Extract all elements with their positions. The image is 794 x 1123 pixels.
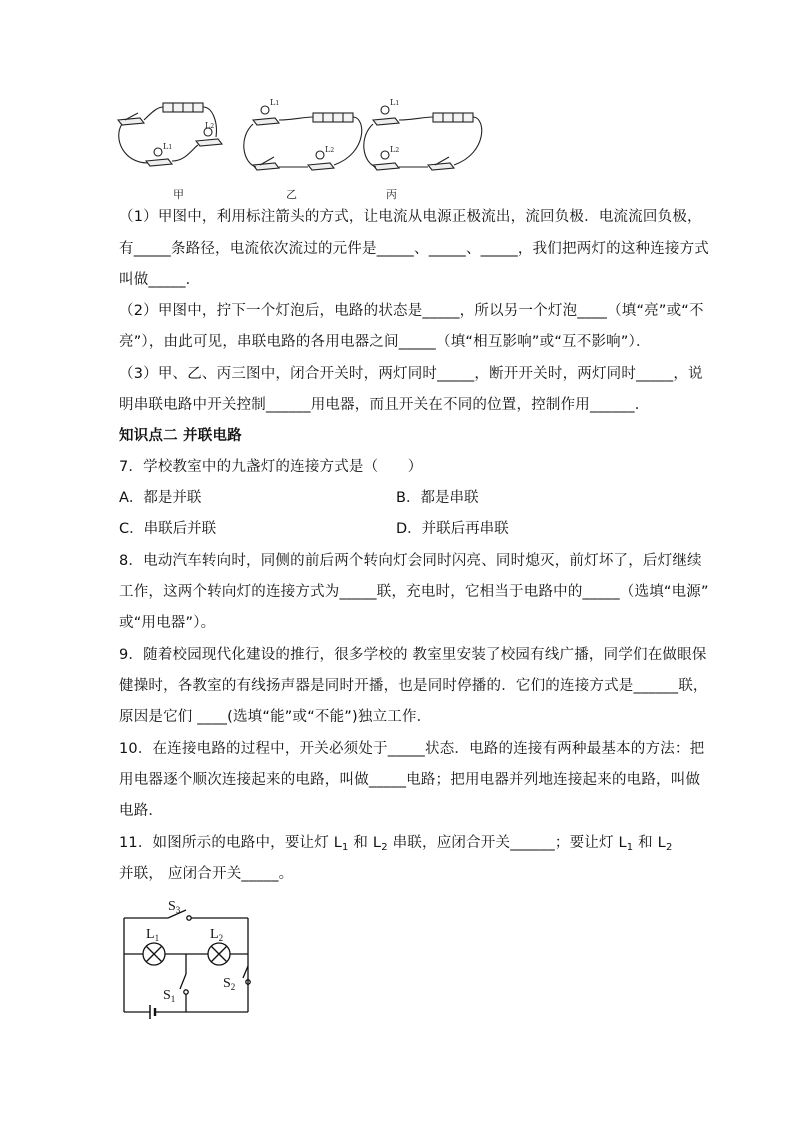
q2-line-2: 亮”），由此可见，串联电路的各用电器之间_____（填“相互影响”或“互不影响”）． xyxy=(119,334,651,350)
fig-jia-l2: L2 xyxy=(205,121,215,130)
q11-circuit-diagram xyxy=(110,896,260,1021)
fig-bing-l2: L2 xyxy=(390,145,400,154)
q8-line-2: 工作，这两个转向灯的连接方式为_____联，充电时，它相当于电路中的_____（选填“电源” xyxy=(119,584,709,600)
fig-yi-l1: L1 xyxy=(270,98,280,107)
label-s3: $S_3$ xyxy=(168,899,181,915)
option-b: B．都是串联 xyxy=(396,490,479,506)
q1-line-3: 叫做_____． xyxy=(119,272,201,288)
label-s1: $S_1$ xyxy=(163,988,176,1004)
caption-yi: 乙 xyxy=(286,188,297,201)
fig-yi-l2: L2 xyxy=(325,145,335,154)
q11-line-1: 11．如图所示的电路中，要让灯 $L_1$ 和 $L_2$ 串联，应闭合开关______；要让灯 $L_1$ 和 $L_2$ xyxy=(119,835,673,853)
caption-jia: 甲 xyxy=(173,188,184,201)
figure-yi xyxy=(244,106,362,170)
q9-line-2: 健操时，各教室的有线扬声器是同时开播，也是同时停播的．它们的连接方式是______联， xyxy=(119,678,708,694)
q3-line-2: 明串联电路中开关控制______用电器，而且开关在不同的位置，控制作用______． xyxy=(119,397,650,413)
option-a: A．都是并联 xyxy=(119,490,202,506)
caption-bing: 丙 xyxy=(386,188,397,201)
label-s2: $S_2$ xyxy=(223,976,236,992)
q10-line-2: 用电器逐个顺次连接起来的电路，叫做_____电路；把用电器并列地连接起来的电路，叫做 xyxy=(119,772,701,788)
q11-line-2: 并联， 应闭合开关_____。 xyxy=(119,866,294,882)
fig-jia-l1: L1 xyxy=(163,142,173,151)
q7-text: 7．学校教室中的九盏灯的连接方式是（ ） xyxy=(119,459,423,475)
label-l1: $L_1$ xyxy=(146,927,160,943)
circuit-figures xyxy=(108,93,498,201)
q1-line-2: 有_____条路径，电流依次流过的元件是_____、_____、_____，我们把两灯的这种连接方式 xyxy=(119,241,709,257)
q9-line-1: 9．随着校园现代化建设的推行，很多学校的 教室里安装了校园有线广播，同学们在做眼保 xyxy=(119,647,707,663)
q1-line-1: （1）甲图中，利用标注箭头的方式，让电流从电源正极流出，流回负极．电流流回负极， xyxy=(119,209,702,225)
q2-line-1: （2）甲图中，拧下一个灯泡后，电路的状态是_____，所以另一个灯泡____（填“亮”或“不 xyxy=(119,303,704,319)
option-c: C．串联后并联 xyxy=(119,521,217,537)
label-l2: $L_2$ xyxy=(210,927,224,943)
figure-bing xyxy=(364,106,482,170)
fig-bing-l1: L1 xyxy=(390,98,400,107)
q8-line-1: 8．电动汽车转向时，同侧的前后两个转向灯会同时闪亮、同时熄灭，前灯坏了，后灯继续 xyxy=(119,553,702,569)
q9-line-3: 原因是它们 ____(选填“能”或“不能”)独立工作． xyxy=(119,709,432,725)
option-d: D．并联后再串联 xyxy=(396,521,509,537)
q3-line-1: （3）甲、乙、丙三图中，闭合开关时，两灯同时_____，断开开关时，两灯同时_____，说 xyxy=(119,366,703,382)
section-heading: 知识点二 并联电路 xyxy=(119,428,242,444)
figure-jia xyxy=(118,103,222,166)
q10-line-3: 电路． xyxy=(119,803,164,819)
q8-line-3: 或“用电器”）。 xyxy=(119,615,216,631)
q10-line-1: 10．在连接电路的过程中，开关必须处于_____状态．电路的连接有两种最基本的方法：把 xyxy=(119,741,705,757)
